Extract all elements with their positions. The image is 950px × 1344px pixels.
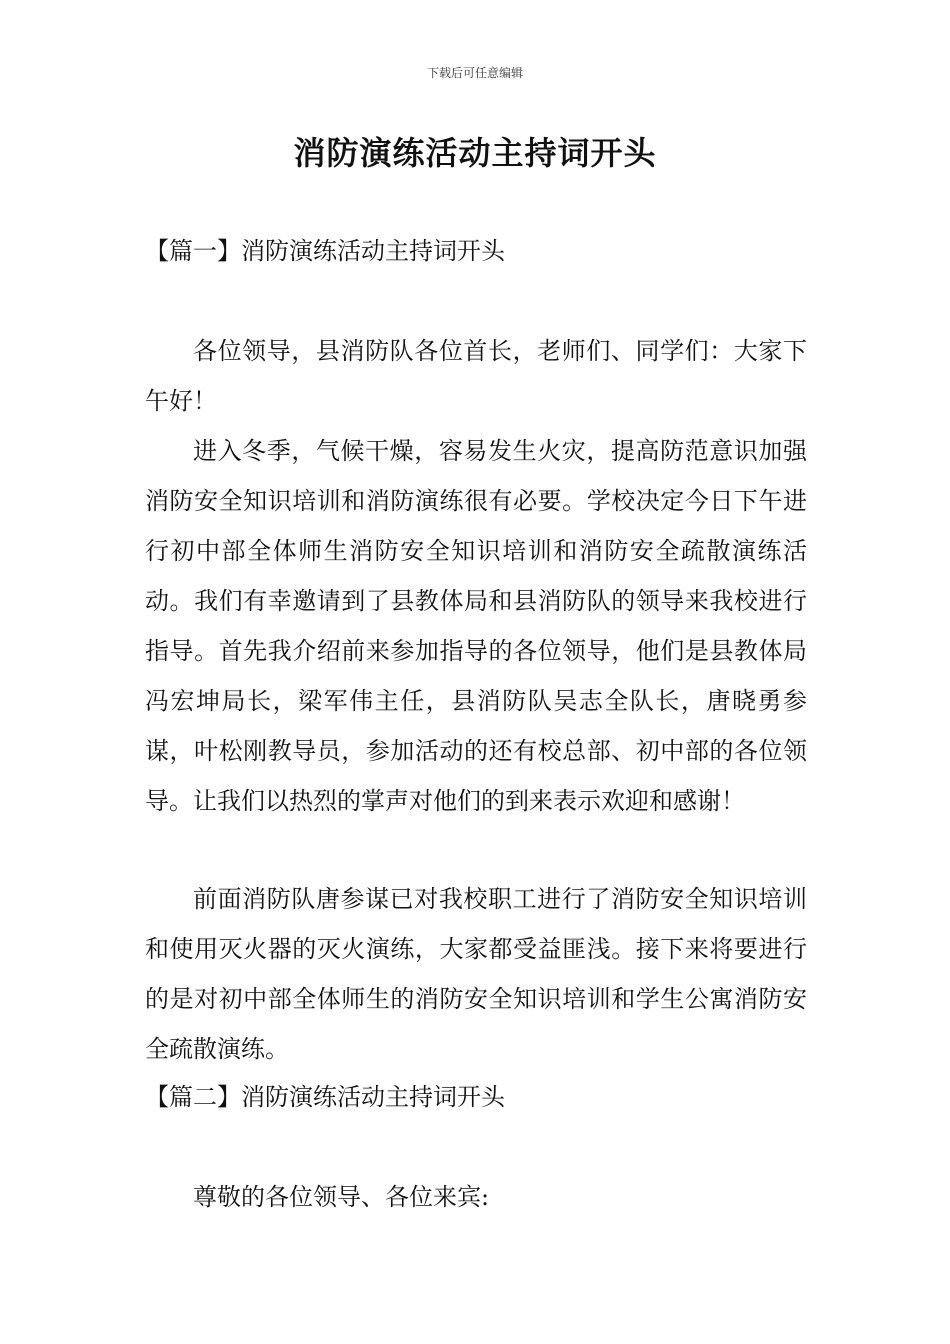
section-heading-1: 【篇一】消防演练活动主持词开头 [145, 237, 505, 265]
paragraph-greeting: 各位领导，县消防队各位首长，老师们、同学们：大家下午好！ [145, 337, 807, 415]
paragraph-training: 前面消防队唐参谋已对我校职工进行了消防安全知识培训和使用灭火器的灭火演练，大家都受益匪浅。接下来将要进行的是对初中部全体师生的消防安全知识培训和学生公寓消防安全疏散演练。 [145, 885, 807, 1063]
document-title: 消防演练活动主持词开头 [293, 134, 657, 172]
paragraph-introduction: 进入冬季，气候干燥，容易发生火灾，提高防范意识加强消防安全知识培训和消防演练很有必要。学校决定今日下午进行初中部全体师生消防安全知识培训和消防安全疏散演练活动。我们有幸邀请到了县教体局和县消防队的领导来我校进行指导。首先我介绍前来参加指导的各位领导，他们是县教体局冯宏坤局长，梁军伟主任，县消防队吴志全队长，唐晓勇参谋，叶松刚教导员，参加活动的还有校总部、初中部的各位领导。让我们以热烈的掌声对他们的到来表示欢迎和感谢！ [145, 437, 807, 815]
header-note: 下载后可任意编辑 [426, 66, 523, 80]
paragraph-salutation: 尊敬的各位领导、各位来宾: [193, 1183, 490, 1211]
section-heading-2: 【篇二】消防演练活动主持词开头 [145, 1083, 505, 1111]
